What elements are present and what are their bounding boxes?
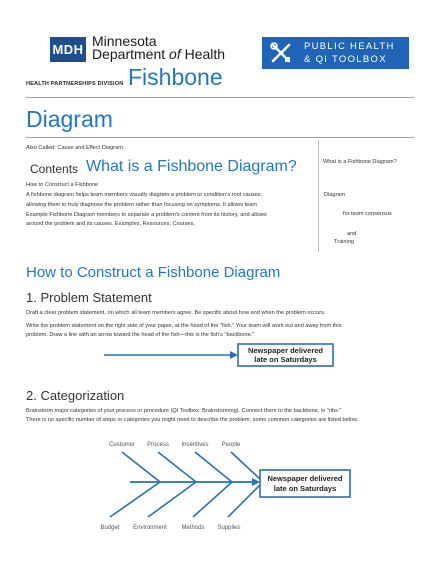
construct-heading: How to Construct a Fishbone Diagram: [26, 264, 281, 281]
page-title-part1: Fishbone: [128, 64, 223, 90]
org-name-line1: Minnesota: [92, 33, 157, 49]
toolbox-banner: [262, 37, 409, 69]
intro-line-1: How to Construct a Fishbone: [26, 182, 99, 188]
logo-abbrev: MDH: [52, 42, 84, 57]
step2-heading: 2. Categorization: [26, 388, 125, 403]
rib-process: [158, 452, 196, 482]
rib-incentives: [195, 452, 232, 482]
contents-title[interactable]: What is a Fishbone Diagram?: [86, 158, 297, 175]
toolbox-line2: & QI TOOLBOX: [304, 54, 387, 65]
intro-line-4: Example Fishbone Diagram members to separate a problem's content from its history, and allows: [26, 212, 267, 218]
intro-line-5: around the problem and its causes. Examples, Resources, Courses,: [26, 221, 195, 227]
page-title-part2: Diagram: [26, 106, 113, 132]
rib-methods: [193, 482, 232, 517]
rib-customer: [122, 452, 160, 482]
problem-text-line2: late on Saturdays: [254, 355, 317, 364]
step2-line-2: There is no specific number of steps or categories you might need to describe the problem; some common categories are listed below.: [26, 417, 359, 423]
category-customer: Customer: [108, 442, 136, 448]
title-divider: [26, 137, 414, 138]
step1-line-3: problem. Draw a line with an arrow toward the head of the fish—this is the fish's "backbone.": [26, 332, 255, 338]
also-called-text: Also Called: Cause and Effect Diagram.: [26, 145, 125, 151]
step1-line-2: Write the problem statement on the right side of your paper, at the head of the "fish." Your team will work out and away from this: [26, 323, 342, 329]
tools-icon: [270, 42, 292, 64]
sidebar-divider: [318, 140, 319, 252]
sidebar-item-and: and: [347, 231, 357, 237]
sidebar-item-team-consensus[interactable]: for team consensus: [343, 211, 392, 217]
contents-label: Contents: [30, 162, 79, 176]
org-name-line2: Department of Health: [92, 46, 226, 62]
mdh-logo: [50, 37, 86, 62]
intro-line-3: allowing them to truly diagnose the problem rather than focusing on symptoms. It allows team: [26, 202, 258, 208]
sidebar-item-what-is[interactable]: What is a Fishbone Diagram?: [323, 159, 397, 165]
rib-people: [231, 452, 260, 479]
fish-head-text-line2: late on Saturdays: [273, 484, 337, 493]
fishbone-diagram: [0, 432, 440, 537]
problem-text-line1: Newspaper delivered: [247, 346, 324, 355]
step1-line-1: Draft a clear problem statement, on which all team members agree. Be specific about how and when the problem occurs.: [26, 310, 326, 316]
sidebar-item-training[interactable]: Training: [334, 239, 355, 245]
backbone-diagram: [0, 340, 440, 370]
category-supplies: Supplies: [217, 525, 241, 531]
intro-line-2: A fishbone diagram helps team members visually diagram a problem or condition's root causes,: [26, 192, 263, 198]
category-process: Process: [147, 442, 169, 448]
category-incentives: Incentives: [181, 442, 209, 448]
fish-head-text-line1: Newspaper delivered: [267, 474, 343, 483]
rib-environment: [148, 482, 196, 517]
step1-heading: 1. Problem Statement: [26, 290, 152, 305]
category-methods: Methods: [181, 525, 205, 531]
step2-line-1: Brainstorm major categories of your process or procedure (QI Toolbox: Brainstorming). Connect them to the backbone, in "ribs.": [26, 408, 342, 414]
toolbox-line1: PUBLIC HEALTH: [304, 41, 395, 52]
sidebar-item-diagram[interactable]: Diagram: [324, 192, 346, 198]
category-budget: Budget: [100, 525, 120, 531]
rib-supplies: [228, 485, 260, 517]
category-people: People: [221, 442, 241, 448]
backbone-arrowhead: [230, 351, 238, 359]
rib-budget: [110, 482, 160, 517]
fish-arrowhead: [252, 478, 260, 486]
division-label: HEALTH PARTNERSHIPS DIVISION: [26, 81, 124, 87]
header-divider: [26, 97, 414, 98]
category-environment: Environment: [133, 525, 167, 531]
